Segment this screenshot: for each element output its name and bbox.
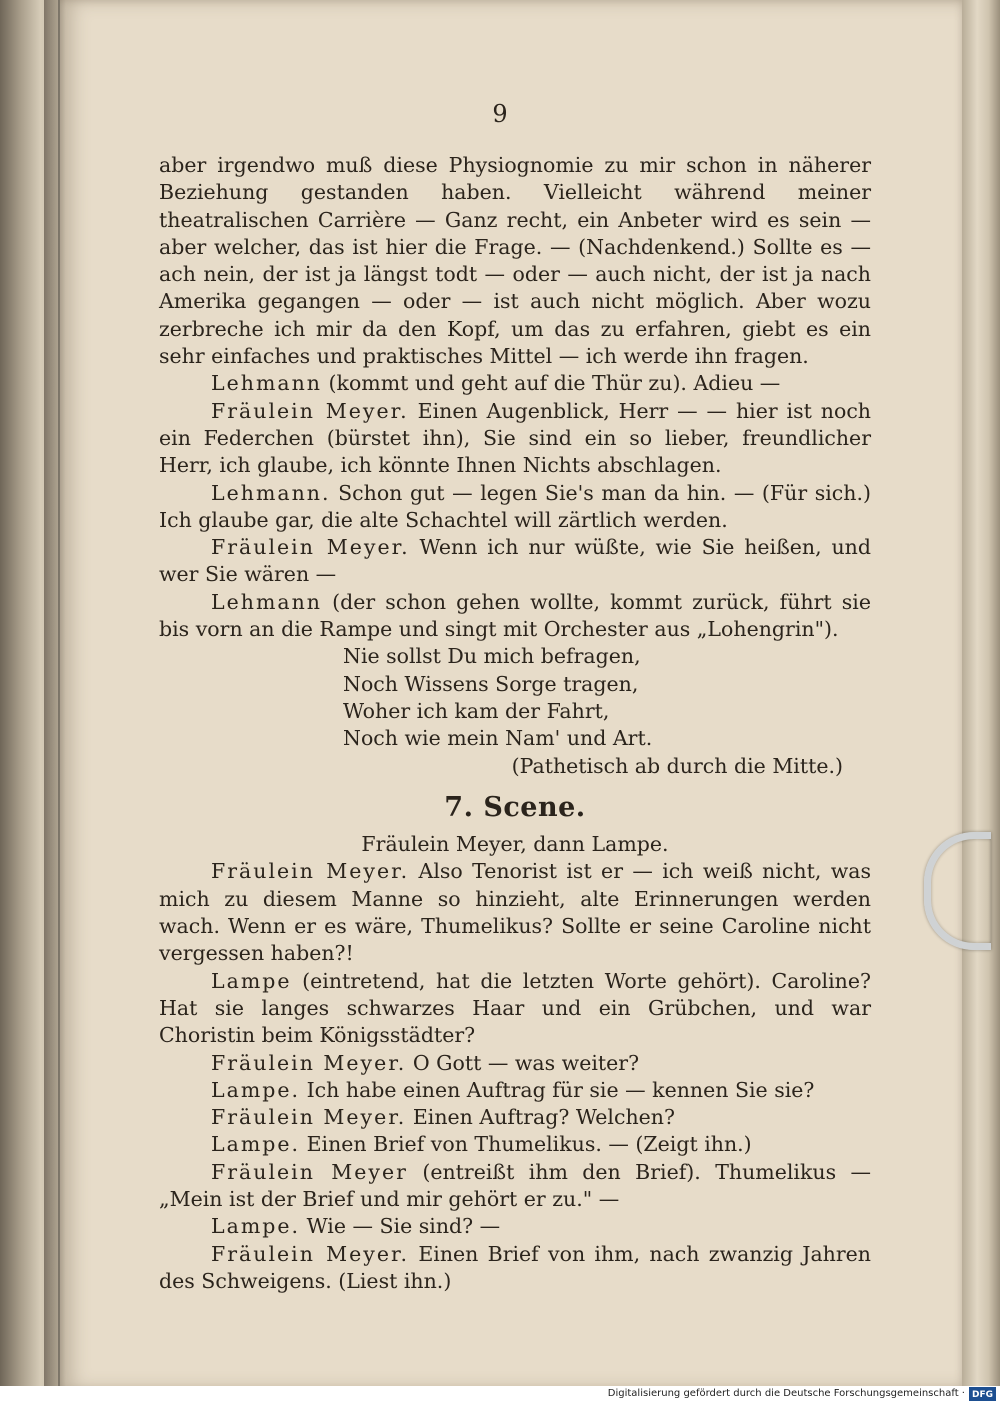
- speaker-name: Lampe: [211, 968, 292, 993]
- speaker-name: Lehmann: [211, 371, 323, 396]
- dialogue-line: [159, 1131, 871, 1158]
- dialogue-text: Also Tenorist ist er — ich weiß nicht, was mich zu diesem Manne so hinzieht, alte Erinnerungen werden wach. Wenn er es wäre, Thumelikus? Sollte er seine Caroline nicht vergessen haben?!: [159, 859, 871, 966]
- scene-cast: Fräulein Meyer, dann Lampe.: [361, 832, 669, 857]
- page-number: 9: [492, 100, 508, 128]
- speaker-name: Fräulein Meyer.: [211, 1050, 407, 1075]
- book-right-edge: [962, 0, 1000, 1390]
- speaker-name: Fräulein Meyer.: [211, 1241, 410, 1266]
- speaker-name: Lampe.: [211, 1077, 301, 1102]
- dialogue-line: [159, 1077, 871, 1104]
- dialogue-text: (eintretend, hat die letzten Worte gehört). Caroline? Hat sie langes schwarzes Haar und ein Grübchen, und war Choristin beim Königsstädter?: [159, 968, 871, 1048]
- verse-line: Woher ich kam der Fahrt,: [343, 698, 610, 723]
- scene-heading: 7. Scene.: [444, 791, 586, 823]
- dialogue-text: Einen Brief von ihm, nach zwanzig Jahren des Schweigens. (Liest ihn.): [159, 1241, 872, 1293]
- speaker-name: Fräulein Meyer.: [211, 535, 410, 560]
- verse-line: Noch Wissens Sorge tragen,: [343, 671, 639, 696]
- paragraph: [159, 152, 871, 370]
- dialogue-line: [159, 370, 871, 397]
- speaker-name: Lampe.: [211, 1214, 301, 1239]
- dialogue-text: Einen Augenblick, Herr — — hier ist noch ein Federchen (bürstet ihn), Sie sind ein so lieber, freundlicher Herr, ich glaube, ich könnte Ihnen Nichts abschlagen.: [159, 398, 872, 478]
- paragraph-text: aber irgendwo muß diese Physiognomie zu mir schon in näherer Beziehung gestanden haben. Vielleicht während meiner theatralischen Carrière — Ganz recht, ein Anbeter wird es sein — aber welcher, das ist hier die Frage. — (Nachdenkend.) Sollte es — ach nein, der ist ja längst todt — oder — auch nicht, der ist ja nach Amerika gegangen — oder — ist auch nicht möglich. Aber wozu zerbreche ich mir da den Kopf, um das zu erfahren, giebt es ein sehr einfaches und praktisches Mittel — ich werde ihn fragen.: [159, 153, 871, 369]
- digitization-footer: [0, 1386, 1000, 1402]
- dialogue-text: (kommt und geht auf die Thür zu). Adieu —: [322, 371, 781, 396]
- footer-credit: Digitalisierung gefördert durch die Deutsche Forschungsgemeinschaft ·: [607, 1388, 965, 1399]
- speaker-name: Lehmann: [211, 589, 323, 614]
- dialogue-text: (der schon gehen wollte, kommt zurück, führt sie bis vorn an die Rampe und singt mit Orchester aus „Lohengrin").: [159, 589, 871, 642]
- dialogue-line: [159, 1213, 871, 1240]
- page-text: [159, 152, 871, 1295]
- dialogue-line: [159, 1050, 871, 1077]
- dialogue-text: Wenn ich nur wüßte, wie Sie heißen, und wer Sie wären —: [159, 535, 871, 587]
- dialogue-text: Einen Brief von Thumelikus. — (Zeigt ihn.): [300, 1132, 752, 1157]
- dialogue-line: [159, 968, 871, 1050]
- dialogue-text: Wie — Sie sind? —: [300, 1214, 501, 1239]
- dialogue-line: [159, 480, 871, 535]
- speaker-name: Fräulein Meyer: [211, 1159, 408, 1184]
- dialogue-text: O Gott — was weiter?: [406, 1050, 640, 1075]
- spine-shadow: [44, 0, 66, 1390]
- verse-line: Noch wie mein Nam' und Art.: [343, 726, 653, 751]
- dfg-logo: DFG: [969, 1387, 996, 1401]
- speaker-name: Lehmann.: [211, 480, 331, 505]
- song-verse: [159, 643, 871, 752]
- speaker-name: Fräulein Meyer.: [211, 398, 409, 423]
- dialogue-text: Einen Auftrag? Welchen?: [406, 1105, 675, 1130]
- verse-line: Nie sollst Du mich befragen,: [343, 644, 641, 669]
- dialogue-line: [159, 1104, 871, 1131]
- dialogue-line: [159, 858, 871, 967]
- dialogue-line: [159, 589, 871, 644]
- dialogue-line: [159, 398, 871, 480]
- speaker-name: Fräulein Meyer.: [211, 859, 410, 884]
- dialogue-line: [159, 1159, 871, 1214]
- dialogue-text: Schon gut — legen Sie's man da hin. — (Für sich.) Ich glaube gar, die alte Schachtel will zärtlich werden.: [159, 480, 871, 532]
- speaker-name: Fräulein Meyer.: [211, 1105, 407, 1130]
- dialogue-line: [159, 1241, 871, 1296]
- speaker-name: Lampe.: [211, 1132, 301, 1157]
- dialogue-text: (entreißt ihm den Brief). Thumelikus — „Mein ist der Brief und mir gehört er zu." —: [159, 1159, 871, 1211]
- dialogue-text: Ich habe einen Auftrag für sie — kennen Sie sie?: [300, 1077, 815, 1102]
- stage-direction: (Pathetisch ab durch die Mitte.): [511, 753, 843, 778]
- dialogue-line: [159, 534, 871, 589]
